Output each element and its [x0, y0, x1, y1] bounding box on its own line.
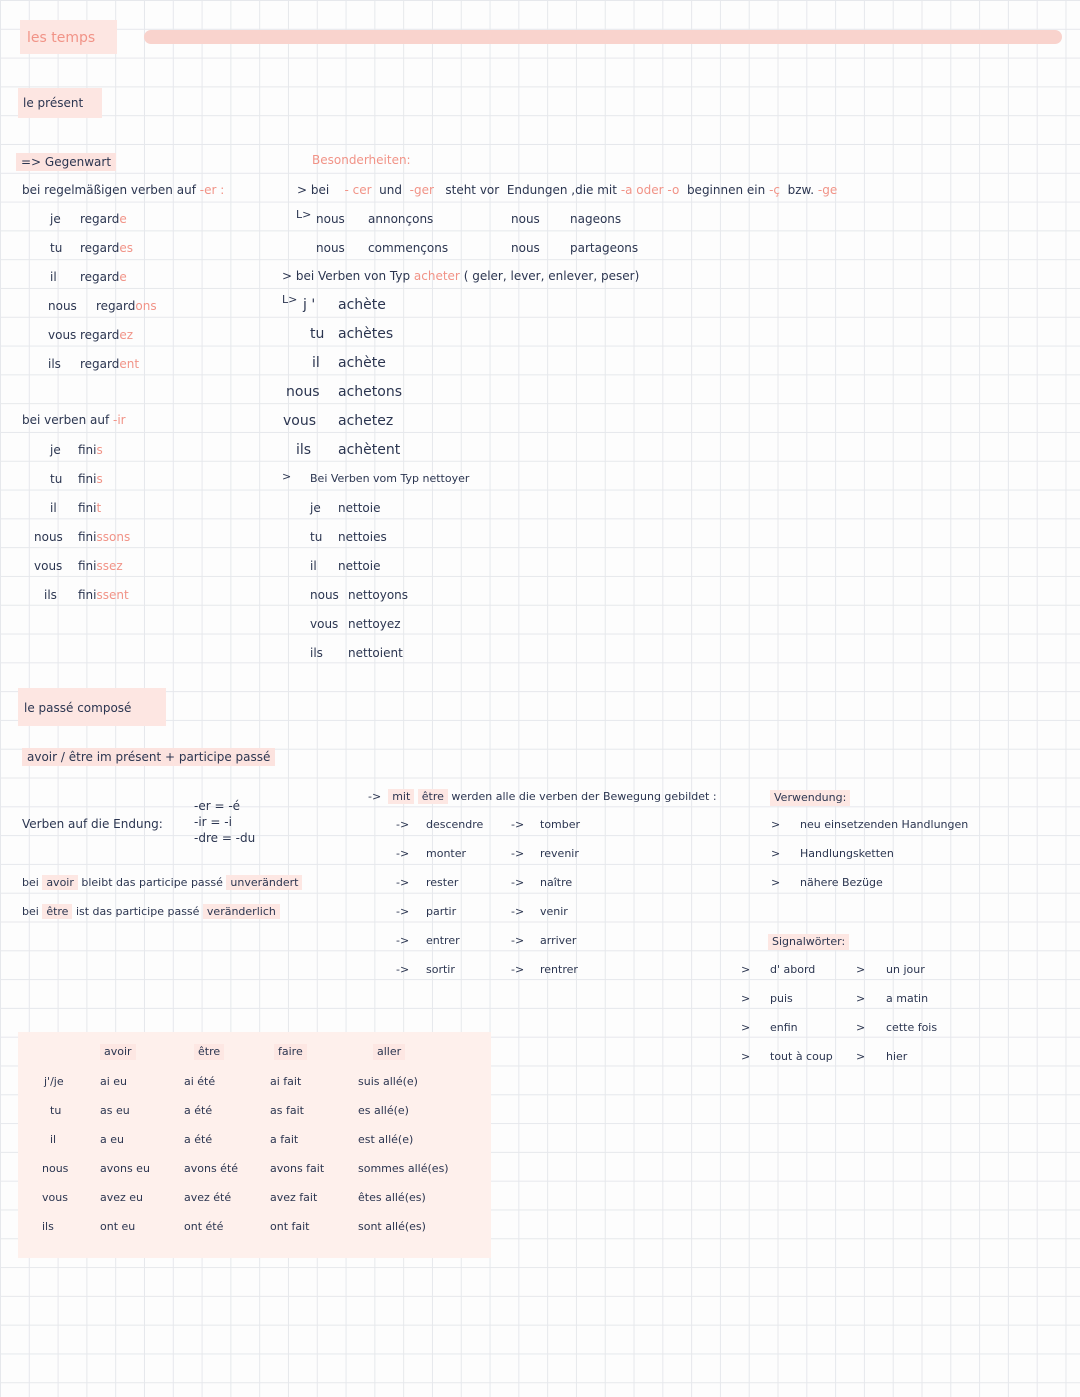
ir-verb	[78, 530, 130, 544]
er-verb	[96, 299, 157, 313]
nettoyer-pronoun: tu	[310, 530, 323, 544]
motion-verb: tomber	[540, 818, 581, 831]
avoir-note: bei avoir bleibt das participe passé unverändert	[22, 876, 302, 890]
er-stem: regard	[80, 328, 120, 342]
acheter-pronoun: tu	[310, 326, 325, 342]
verwendung-marker: >	[771, 847, 781, 860]
signal-marker: >	[741, 1021, 751, 1034]
table-cell: ai été	[184, 1075, 216, 1088]
nous-verb-ger: nageons	[570, 212, 622, 226]
motion-verb: sortir	[426, 963, 455, 976]
ir-pronoun: je	[50, 443, 61, 457]
nettoyer-arrow: >	[282, 470, 292, 483]
motion-arrow: ->	[396, 847, 410, 860]
table-cell: sont allé(es)	[358, 1220, 426, 1233]
er-ending: es	[119, 241, 134, 255]
signal-marker: >	[856, 1021, 866, 1034]
table-cell: avez fait	[270, 1191, 318, 1204]
signal-heading: Signalwörter:	[768, 934, 849, 950]
acheter-verb: achète	[338, 297, 386, 313]
ir-intro: bei verben auf -ir	[22, 413, 126, 427]
ir-stem: fini	[78, 530, 97, 544]
motion-arrow: ->	[511, 963, 525, 976]
table-cell: avez eu	[100, 1191, 144, 1204]
nous-verb-cer: commençons	[368, 241, 449, 255]
er-ending: ent	[119, 357, 140, 371]
er-stem: regard	[80, 212, 120, 226]
table-cell: suis allé(e)	[358, 1075, 418, 1088]
er-stem: regard	[80, 357, 120, 371]
verwendung-item: neu einsetzenden Handlungen	[800, 818, 969, 831]
signal-marker: >	[856, 1050, 866, 1063]
verwendung-item: Handlungsketten	[800, 847, 894, 860]
ir-stem: fini	[78, 559, 97, 573]
table-cell: ont été	[184, 1220, 224, 1233]
acheter-verb: achètes	[338, 326, 394, 342]
ir-ending: s	[96, 472, 103, 486]
table-pronoun: vous	[42, 1191, 68, 1204]
table-cell: a fait	[270, 1133, 299, 1146]
table-header: avoir	[100, 1044, 136, 1060]
er-ending: e	[119, 270, 127, 284]
table-header: aller	[373, 1044, 405, 1060]
endung-item: -ir = -i	[194, 815, 232, 829]
table-cell: es allé(e)	[358, 1104, 409, 1117]
ir-ending: ssent	[96, 588, 129, 602]
motion-arrow: ->	[396, 934, 410, 947]
ir-stem: fini	[78, 588, 97, 602]
signal-word: enfin	[770, 1021, 798, 1034]
motion-arrow: ->	[511, 818, 525, 831]
ir-ending: ssez	[96, 559, 123, 573]
er-verb	[80, 241, 133, 255]
motion-verb: revenir	[540, 847, 579, 860]
present-heading: le présent	[23, 96, 84, 110]
verwendung-item: nähere Bezüge	[800, 876, 883, 889]
signal-word: puis	[770, 992, 793, 1005]
signal-word: d' abord	[770, 963, 816, 976]
nettoyer-verb: nettoies	[338, 530, 387, 544]
acheter-arrow: L>	[282, 293, 298, 306]
table-cell: ont eu	[100, 1220, 136, 1233]
present-label: => Gegenwart	[16, 153, 116, 171]
signal-marker: >	[741, 992, 751, 1005]
signal-word: hier	[886, 1050, 908, 1063]
er-stem: regard	[80, 270, 120, 284]
passe-formula: avoir / être im présent + participe passé	[22, 748, 275, 766]
er-pronoun: il	[50, 270, 57, 284]
er-pronoun: tu	[50, 241, 63, 255]
er-verb	[80, 270, 127, 284]
table-cell: avons eu	[100, 1162, 150, 1175]
er-pronoun: vous	[48, 328, 77, 342]
ir-ending: ssons	[96, 530, 131, 544]
acheter-verb: achetez	[338, 413, 394, 429]
ir-stem: fini	[78, 501, 97, 515]
ir-stem: fini	[78, 443, 97, 457]
ir-pronoun: ils	[44, 588, 57, 602]
table-pronoun: ils	[42, 1220, 54, 1233]
motion-verb: naître	[540, 876, 573, 889]
verwendung-heading: Verwendung:	[770, 790, 850, 806]
er-ending: e	[119, 212, 127, 226]
motion-verb: descendre	[426, 818, 484, 831]
acheter-verb: achetons	[338, 384, 402, 400]
nous-pronoun: nous	[511, 241, 540, 255]
title-bar	[144, 30, 1062, 44]
nous-pronoun: nous	[316, 241, 345, 255]
signal-word: un jour	[886, 963, 925, 976]
motion-verb: rentrer	[540, 963, 578, 976]
table-header: faire	[274, 1044, 307, 1060]
verwendung-marker: >	[771, 876, 781, 889]
table-cell: est allé(e)	[358, 1133, 414, 1146]
table-pronoun: il	[50, 1133, 57, 1146]
nettoyer-verb: nettoie	[338, 501, 381, 515]
nettoyer-verb: nettoyons	[348, 588, 409, 602]
nettoyer-pronoun: ils	[310, 646, 323, 660]
motion-arrow: ->	[511, 847, 525, 860]
table-pronoun: nous	[42, 1162, 69, 1175]
er-pronoun: nous	[48, 299, 77, 313]
table-cell: avons été	[184, 1162, 239, 1175]
table-cell: êtes allé(es)	[358, 1191, 426, 1204]
table-cell: ai fait	[270, 1075, 302, 1088]
ir-verb	[78, 472, 103, 486]
endung-item: -dre = -du	[194, 831, 256, 845]
page-title: les temps	[27, 30, 96, 46]
ir-stem: fini	[78, 472, 97, 486]
passe-heading: le passé composé	[24, 701, 132, 715]
nettoyer-verb: nettoient	[348, 646, 403, 660]
signal-marker: >	[856, 963, 866, 976]
acheter-verb: achète	[338, 355, 386, 371]
special-heading: Besonderheiten:	[312, 153, 411, 167]
motion-arrow: ->	[396, 905, 410, 918]
motion-verb: partir	[426, 905, 457, 918]
ir-verb	[78, 559, 123, 573]
table-cell: avons fait	[270, 1162, 325, 1175]
ir-verb	[78, 501, 101, 515]
nettoyer-pronoun: il	[310, 559, 317, 573]
er-pronoun: je	[50, 212, 61, 226]
nettoyer-pronoun: nous	[310, 588, 339, 602]
signal-word: tout à coup	[770, 1050, 833, 1063]
table-cell: sommes allé(es)	[358, 1162, 449, 1175]
acheter-pronoun: il	[312, 355, 320, 371]
er-ending: ons	[135, 299, 157, 313]
endung-label: Verben auf die Endung:	[22, 817, 163, 831]
nous-pronoun: nous	[511, 212, 540, 226]
signal-marker: >	[856, 992, 866, 1005]
endung-item: -er = -é	[194, 799, 241, 813]
nettoyer-intro: Bei Verben vom Typ nettoyer	[310, 472, 470, 485]
motion-arrow: ->	[511, 905, 525, 918]
er-verb	[80, 212, 127, 226]
table-pronoun: j'/je	[44, 1075, 64, 1088]
motion-arrow: ->	[396, 876, 410, 889]
etre-intro: -> mit être werden alle die verben der Bewegung gebildet :	[368, 790, 717, 803]
table-cell: a eu	[100, 1133, 124, 1146]
nettoyer-pronoun: vous	[310, 617, 339, 631]
er-stem: regard	[96, 299, 136, 313]
table-cell: a été	[184, 1104, 213, 1117]
table-cell: as eu	[100, 1104, 130, 1117]
ir-verb	[78, 588, 129, 602]
acheter-pronoun: nous	[286, 384, 320, 400]
ir-pronoun: nous	[34, 530, 63, 544]
er-stem: regard	[80, 241, 120, 255]
nettoyer-verb: nettoyez	[348, 617, 401, 631]
table-pronoun: tu	[50, 1104, 62, 1117]
nous-verb-ger: partageons	[570, 241, 639, 255]
table-cell: ont fait	[270, 1220, 310, 1233]
etre-note: bei être ist das participe passé veränderlich	[22, 905, 280, 919]
motion-verb: monter	[426, 847, 467, 860]
signal-marker: >	[741, 963, 751, 976]
er-verb	[80, 328, 133, 342]
ir-pronoun: vous	[34, 559, 63, 573]
signal-word: a matin	[886, 992, 929, 1005]
signal-word: cette fois	[886, 1021, 938, 1034]
ir-ending: t	[96, 501, 102, 515]
er-ending: ez	[119, 328, 134, 342]
acheter-pronoun: ils	[296, 442, 312, 458]
motion-verb: arriver	[540, 934, 577, 947]
special-line1: > bei - cer und -ger steht vor Endungen ,die mit -a oder -o beginnen ein -ç bzw. -ge	[297, 183, 838, 197]
er-intro: bei regelmäßigen verben auf -er :	[22, 183, 225, 197]
motion-arrow: ->	[396, 963, 410, 976]
nettoyer-verb: nettoie	[338, 559, 381, 573]
ir-pronoun: tu	[50, 472, 63, 486]
motion-verb: entrer	[426, 934, 460, 947]
motion-arrow: ->	[511, 876, 525, 889]
ir-ending: s	[96, 443, 103, 457]
nous-arrow: L>	[296, 208, 312, 221]
acheter-intro: > bei Verben von Typ acheter ( geler, lever, enlever, peser)	[282, 269, 640, 283]
table-cell: a été	[184, 1133, 213, 1146]
nettoyer-pronoun: je	[310, 501, 321, 515]
table-header: être	[194, 1044, 224, 1060]
motion-arrow: ->	[396, 818, 410, 831]
er-pronoun: ils	[48, 357, 61, 371]
nous-verb-cer: annonçons	[368, 212, 434, 226]
ir-verb	[78, 443, 103, 457]
table-cell: avez été	[184, 1191, 232, 1204]
nous-pronoun: nous	[316, 212, 345, 226]
acheter-verb: achètent	[338, 442, 401, 458]
motion-verb: rester	[426, 876, 459, 889]
verwendung-marker: >	[771, 818, 781, 831]
motion-verb: venir	[540, 905, 568, 918]
ir-pronoun: il	[50, 501, 57, 515]
acheter-pronoun: vous	[283, 413, 317, 429]
motion-arrow: ->	[511, 934, 525, 947]
signal-marker: >	[741, 1050, 751, 1063]
acheter-pronoun: j '	[303, 297, 316, 313]
er-verb	[80, 357, 139, 371]
table-cell: ai eu	[100, 1075, 128, 1088]
table-cell: as fait	[270, 1104, 304, 1117]
